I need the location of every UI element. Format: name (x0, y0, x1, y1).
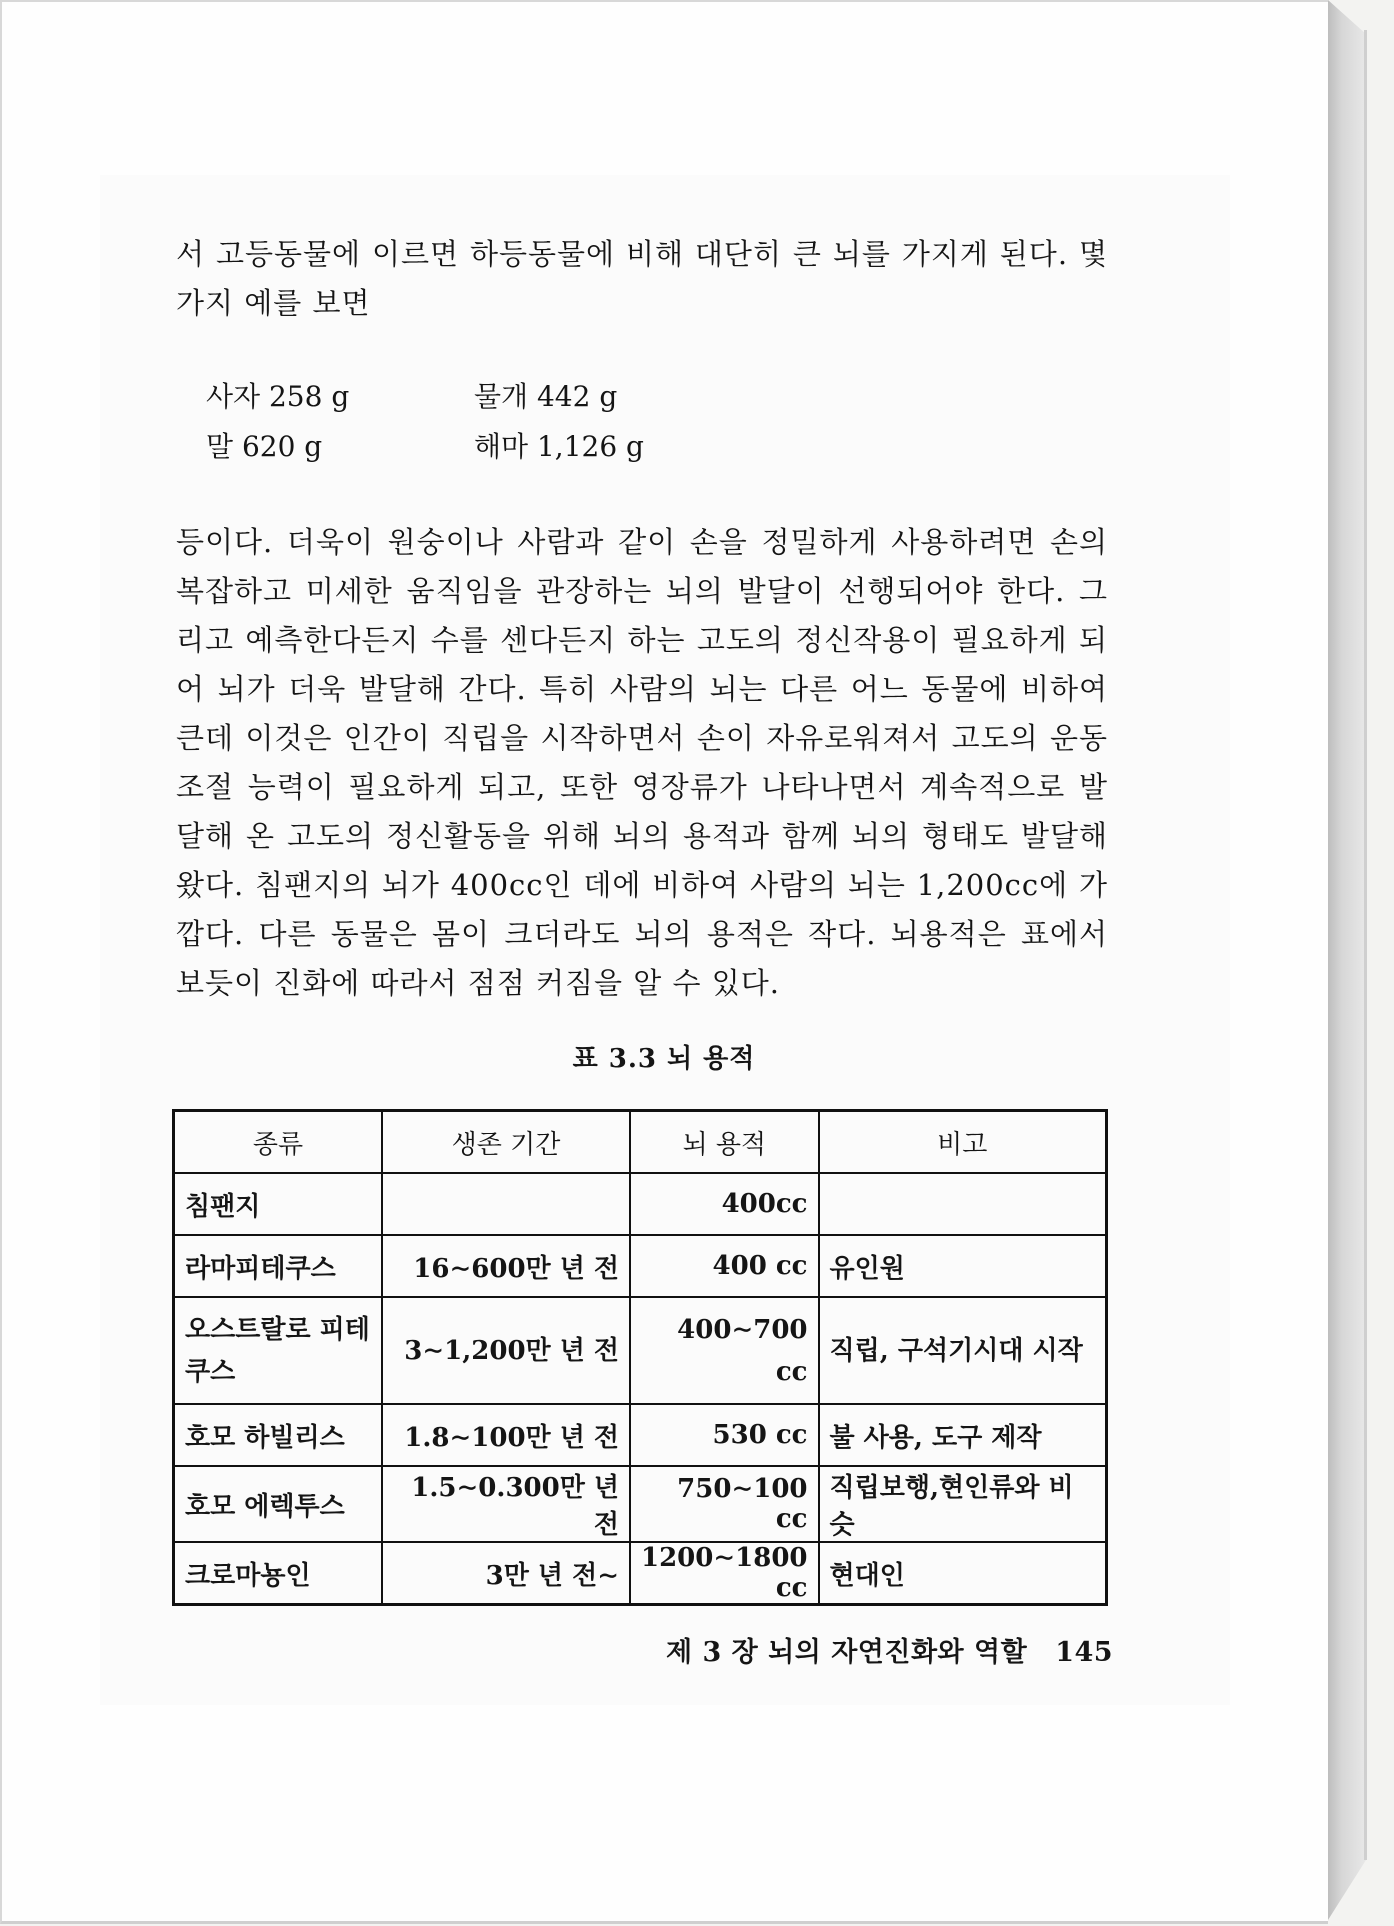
volume-cell: 400∼700 cc (630, 1297, 819, 1404)
brain-weight-row (206, 372, 806, 422)
page-number: 145 (1055, 1637, 1114, 1668)
species-cell: 침팬지 (174, 1173, 383, 1235)
note-cell: 직립보행,현인류와 비슷 (819, 1466, 1107, 1542)
brain-weight-list (206, 372, 806, 472)
note-cell: 직립, 구석기시대 시작 (819, 1297, 1107, 1404)
table-header-cell: 생존 기간 (382, 1111, 630, 1174)
species-cell: 호모 하빌리스 (174, 1404, 383, 1466)
table-header-cell: 뇌 용적 (630, 1111, 819, 1174)
note-cell: 현대인 (819, 1542, 1107, 1605)
species-cell: 크로마뇽인 (174, 1542, 383, 1605)
chapter-title: 제 3 장 뇌의 자연진화와 역할 (666, 1637, 1028, 1668)
period-cell (382, 1173, 630, 1235)
period-cell: 3∼1,200만 년 전 (382, 1297, 630, 1404)
table-header-cell: 비고 (819, 1111, 1107, 1174)
table-row (174, 1235, 1107, 1297)
table-row (174, 1542, 1107, 1605)
table-row (174, 1173, 1107, 1235)
volume-cell: 750∼100 cc (630, 1466, 819, 1542)
table-header-cell: 종류 (174, 1111, 383, 1174)
note-cell: 불 사용, 도구 제작 (819, 1404, 1107, 1466)
page-footer (666, 1630, 1113, 1669)
period-cell: 1.8∼100만 년 전 (382, 1404, 630, 1466)
table-caption: 표 3.3 뇌 용적 (572, 1044, 756, 1074)
page-edge (1364, 0, 1367, 1890)
brain-weight-left: 말 620 g (206, 430, 323, 463)
volume-cell: 400 cc (630, 1235, 819, 1297)
table-row (174, 1466, 1107, 1542)
volume-cell: 1200∼1800 cc (630, 1542, 819, 1605)
paragraph-main: 등이다. 더욱이 원숭이나 사람과 같이 손을 정밀하게 사용하려면 손의 복잡하고 미세한 움직임을 관장하는 뇌의 발달이 선행되어야 한다. 그리고 예측한다든지 수를 센다든지 하는 고도의 정신작용이 필요하게 되어 뇌가 더욱 발달해 간다. 특히 사람의 뇌는 다른 어느 동물에 비하여 큰데 이것은 인간이 직립을 시작하면서 손이 자유로워져서 고도의 운동조절 능력이 필요하게 되고, 또한 영장류가 나타나면서 계속적으로 발달해 온 고도의 정신활동을 위해 뇌의 용적과 함께 뇌의 형태도 발달해 왔다. 침팬지의 뇌가 400cc인 데에 비하여 사람의 뇌는 1,200cc에 가깝다. 다른 동물은 몸이 크더라도 뇌의 용적은 작다. 뇌용적은 표에서 보듯이 진화에 따라서 점점 커짐을 알 수 있다. (176, 525, 1108, 1000)
page-curl-shadow (1328, 0, 1366, 1920)
period-cell: 3만 년 전∼ (382, 1542, 630, 1605)
table-row (174, 1297, 1107, 1404)
brain-weight-right: 물개 442 g (474, 380, 618, 413)
species-cell: 호모 에렉투스 (174, 1466, 383, 1542)
species-cell: 오스트랄로 피테쿠스 (174, 1297, 383, 1404)
brain-weight-left: 사자 258 g (206, 380, 350, 413)
species-cell: 라마피테쿠스 (174, 1235, 383, 1297)
volume-cell: 530 cc (630, 1404, 819, 1466)
volume-cell: 400cc (630, 1173, 819, 1235)
table-row (174, 1404, 1107, 1466)
brain-weight-right: 해마 1,126 g (474, 430, 644, 463)
period-cell: 16∼600만 년 전 (382, 1235, 630, 1297)
brain-weight-row (206, 422, 806, 472)
note-cell: 유인원 (819, 1235, 1107, 1297)
paragraph-intro: 서 고등동물에 이르면 하등동물에 비해 대단히 큰 뇌를 가지게 된다. 몇 가지 예를 보면 (176, 237, 1108, 320)
period-cell: 1.5∼0.300만 년 전 (382, 1466, 630, 1542)
table-header-row (174, 1111, 1107, 1174)
note-cell (819, 1173, 1107, 1235)
brain-volume-table (172, 1109, 1108, 1606)
